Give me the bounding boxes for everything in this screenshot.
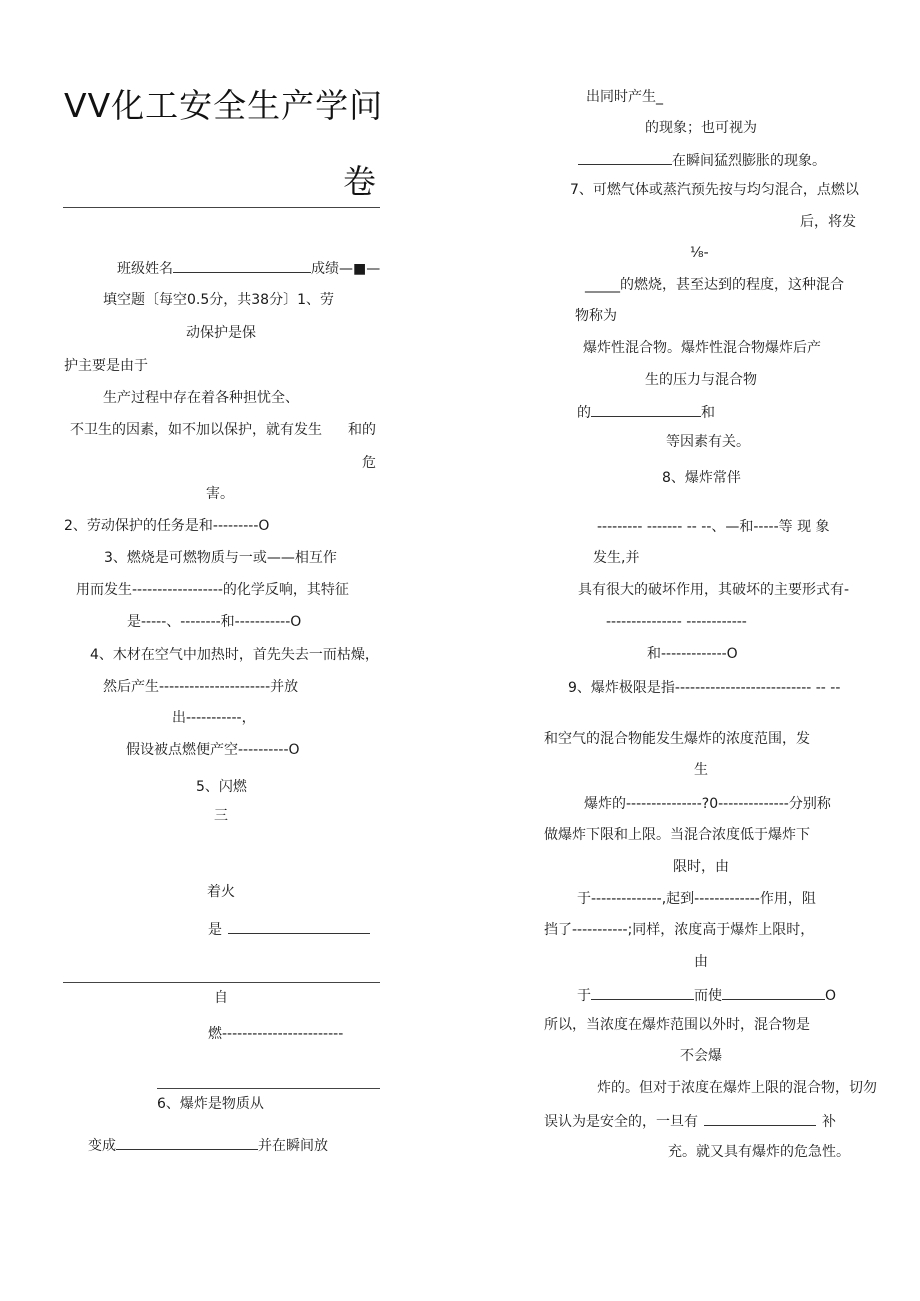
upper-limit-effect-blank[interactable] xyxy=(722,985,825,1000)
q5-self: 自 xyxy=(214,990,228,1006)
q5-divider xyxy=(63,982,380,983)
q3-line3: 是-----、--------和-----------O xyxy=(127,614,302,630)
autoignition-blank-line[interactable] xyxy=(157,1088,380,1089)
q7-line8-start: 的 xyxy=(577,405,591,421)
q1-line5: 危 xyxy=(362,455,376,471)
q9-line15: 充。就又具有爆炸的危急性。 xyxy=(668,1144,850,1160)
document-title-continued: 卷 xyxy=(343,162,377,201)
q5-is-text: 是 xyxy=(208,922,222,938)
q9-line12: 不会爆 xyxy=(680,1048,722,1064)
expansion-blank[interactable] xyxy=(578,150,672,165)
q2-text: 2、劳动保护的任务是和---------O xyxy=(64,518,270,534)
q6-line1: 6、爆炸是物质从 xyxy=(157,1096,264,1112)
q5-ignition-def xyxy=(208,919,370,939)
q9-line10 xyxy=(577,985,836,1005)
q7-line3: ⅛- xyxy=(690,245,709,261)
section-header: 填空题〔每空0.5分，共38分〕1、劳 xyxy=(103,292,334,308)
q1-line2: 护主要是由于 xyxy=(64,358,148,374)
r-line1: 出同时产生_ xyxy=(586,89,663,105)
q6-line2-end: 并在瞬间放 xyxy=(258,1138,328,1154)
q9-line10-mid: 而使 xyxy=(694,988,722,1004)
q9-line10-start: 于 xyxy=(577,988,591,1004)
q7-line2: 后，将发 xyxy=(800,214,856,230)
q9-line5: 做爆炸下限和上限。当混合浓度低于爆炸下 xyxy=(544,827,810,843)
q4-line3: 出-----------， xyxy=(172,710,256,726)
title-divider xyxy=(63,207,380,208)
q9-line4: 爆炸的---------------?0--------------分别称 xyxy=(584,796,831,812)
q9-line3: 生 xyxy=(694,762,708,778)
r-line3 xyxy=(578,150,826,170)
q1-line4 xyxy=(70,421,376,439)
q8-line2: --------- ------- -- --、—和-----等 现 象 xyxy=(597,519,830,535)
r-line2: 的现象；也可视为 xyxy=(645,120,757,136)
score-label: 成绩—■— xyxy=(311,261,381,277)
q9-line7: 于--------------,起到-------------作用，阻 xyxy=(577,891,816,907)
class-name-text: 班级姓名 xyxy=(117,261,173,277)
q5-three: 三 xyxy=(214,808,228,824)
q9-line11: 所以，当浓度在爆炸范围以外时，混合物是 xyxy=(544,1017,810,1033)
q8-line5: --------------- ------------ xyxy=(606,614,747,630)
q8-line1: 8、爆炸常伴 xyxy=(662,470,741,486)
q9-line1: 9、爆炸极限是指--------------------------- -- -- xyxy=(568,680,841,696)
q7-line8-and: 和 xyxy=(701,405,715,421)
q5-ignition: 着火 xyxy=(207,884,235,900)
q7-line8 xyxy=(577,402,715,422)
class-name-label xyxy=(117,258,380,278)
q7-line4: _____的燃烧，甚至达到的程度，这种混合 xyxy=(585,277,844,293)
q9-line6: 限时，由 xyxy=(673,859,729,875)
q4-line2: 然后产生----------------------并放 xyxy=(103,679,299,695)
q5-label: 5、闪燃 xyxy=(196,779,247,795)
q9-line9: 由 xyxy=(694,954,708,970)
q9-line10-end: O xyxy=(825,988,837,1004)
q9-line2: 和空气的混合物能发生爆炸的浓度范围，发 xyxy=(544,731,810,747)
q8-line3: 发生,并 xyxy=(593,550,640,566)
q1-line3: 生产过程中存在着各种担忧全、 xyxy=(103,390,299,406)
q4-line4: 假设被点燃便产空----------O xyxy=(126,742,300,758)
q1-line6: 害。 xyxy=(206,486,234,502)
q4-line1: 4、木材在空气中加热时，首先失去一而枯燥， xyxy=(90,647,379,663)
q8-line4: 具有很大的破坏作用，其破坏的主要形式有- xyxy=(578,582,850,598)
q6-line2 xyxy=(88,1135,328,1155)
name-blank[interactable] xyxy=(173,258,311,273)
q1-line4-end: 和的 xyxy=(348,422,376,438)
q9-line8: 挡了-----------;同样，浓度高于爆炸上限时， xyxy=(544,922,815,938)
document-title: VV化工安全生产学问 xyxy=(64,86,384,125)
q7-line6: 爆炸性混合物。爆炸性混合物爆炸后产 xyxy=(583,340,821,356)
air-supply-blank[interactable] xyxy=(704,1111,816,1126)
r-line3-text: 在瞬间猛烈膨胀的现象。 xyxy=(672,153,826,169)
explosion-state-blank[interactable] xyxy=(116,1135,258,1150)
upper-limit-reason-blank[interactable] xyxy=(591,985,694,1000)
q7-line7: 生的压力与混合物 xyxy=(645,372,757,388)
q9-line14-end: 补 xyxy=(822,1114,836,1130)
q9-line14-start: 误认为是安全的，一旦有 xyxy=(544,1114,698,1130)
q5-autoignition: 燃------------------------ xyxy=(208,1026,344,1042)
q7-line9: 等因素有关。 xyxy=(666,434,750,450)
q1-line4-text: 不卫生的因素，如不加以保护，就有发生 xyxy=(70,422,322,438)
q9-line13: 炸的。但对于浓度在爆炸上限的混合物，切勿 xyxy=(597,1080,877,1096)
q3-line2: 用而发生------------------的化学反响，其特征 xyxy=(76,582,349,598)
q8-line6: 和-------------O xyxy=(647,646,738,662)
ignition-blank[interactable] xyxy=(228,919,370,934)
mixture-property-blank[interactable] xyxy=(591,402,701,417)
q6-line2-start: 变成 xyxy=(88,1138,116,1154)
q3-line1: 3、燃烧是可燃物质与一或——相互作 xyxy=(104,550,337,566)
q7-line5: 物称为 xyxy=(575,308,617,324)
q7-line1: 7、可燃气体或蒸汽预先按与均匀混合，点燃以 xyxy=(570,182,859,198)
q9-line14 xyxy=(544,1111,836,1131)
q1-line1: 动保护是保 xyxy=(186,325,256,341)
